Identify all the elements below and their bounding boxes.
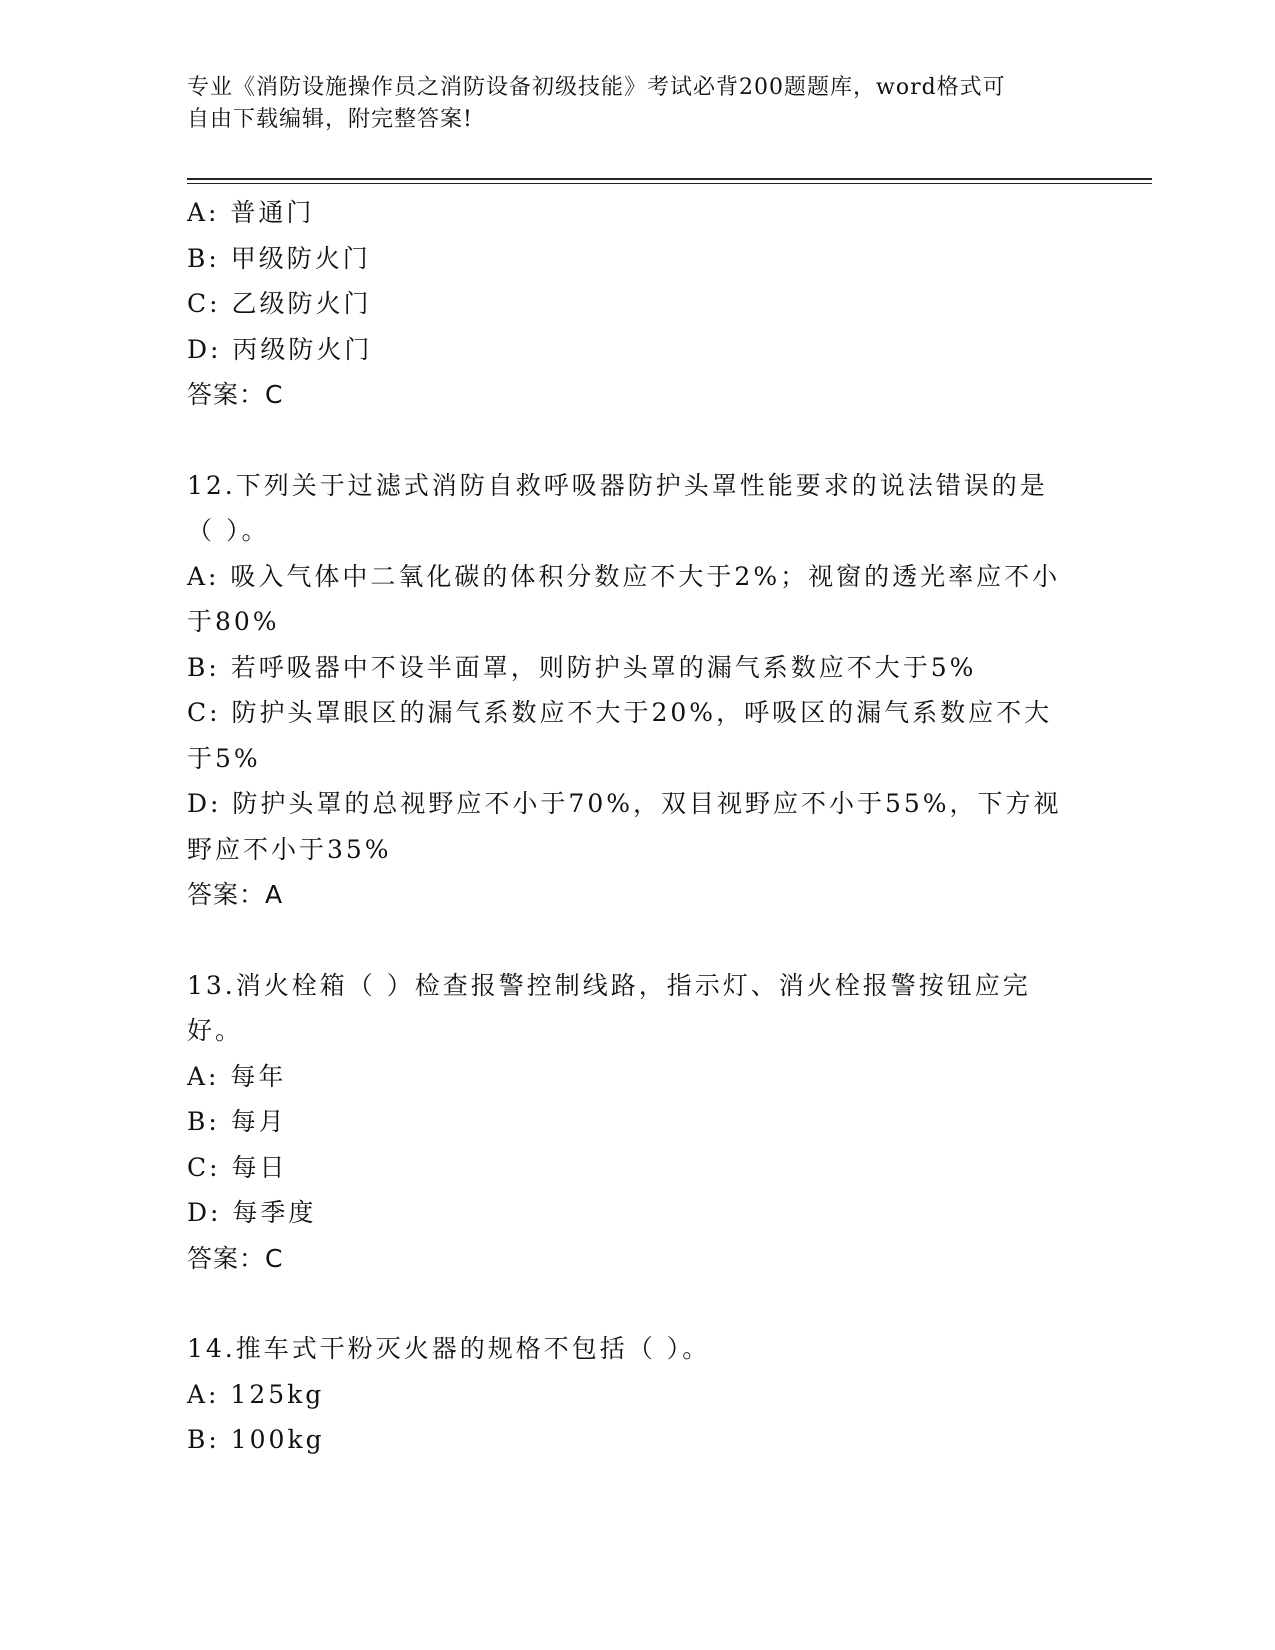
question-12 [187,463,1087,918]
option-d: D: 防护头罩的总视野应不小于70%，双目视野应不小于55%，下方视 [187,789,1062,818]
page-header [187,72,1067,136]
question-14 [187,1326,1087,1463]
option-c: C: 每日 [187,1152,288,1182]
answer: 答案：C [187,1243,284,1273]
option-c: C: 乙级防火门 [187,289,372,318]
option-a: A: 每年 [187,1061,287,1091]
option-c-cont: 于5% [187,743,261,773]
header-line-2: 自由下载编辑，附完整答案! [187,107,473,132]
option-d: D: 每季度 [187,1198,317,1227]
option-b: B: 甲级防火门 [187,243,371,273]
option-b: B: 若呼吸器中不设半面罩，则防护头罩的漏气系数应不大于5% [187,652,977,682]
option-a: A: 125kg [187,1379,325,1409]
question-stem-line: 12.下列关于过滤式消防自救呼吸器防护头罩性能要求的说法错误的是 [187,470,1048,500]
option-a: A: 普通门 [187,198,315,227]
header-rule-thin [187,183,1152,184]
answer: 答案：A [187,880,284,909]
option-b: B: 100kg [187,1425,325,1454]
question-stem-line: 14.推车式干粉灭火器的规格不包括（ ）。 [187,1334,711,1363]
question-content [187,190,1087,1463]
option-c: C: 防护头罩眼区的漏气系数应不大于20%，呼吸区的漏气系数应不大 [187,698,1053,727]
question-stem-line: 好。 [187,1016,244,1045]
option-a-cont: 于80% [187,607,280,636]
answer: 答案：C [187,380,284,409]
question-13 [187,963,1087,1282]
question-11 [187,190,1087,418]
header-rule-thick [187,178,1152,180]
question-stem-line: 13.消火栓箱（ ）检查报警控制线路，指示灯、消火栓报警按钮应完 [187,970,1031,1000]
question-stem-line: （ ）。 [187,516,270,545]
option-a: A: 吸入气体中二氧化碳的体积分数应不大于2%；视窗的透光率应不小 [187,561,1061,591]
option-d: D: 丙级防火门 [187,334,373,364]
header-line-1: 专业《消防设施操作员之消防设备初级技能》考试必背200题题库，word格式可 [187,75,1006,100]
option-d-cont: 野应不小于35% [187,834,392,864]
option-b: B: 每月 [187,1107,287,1136]
